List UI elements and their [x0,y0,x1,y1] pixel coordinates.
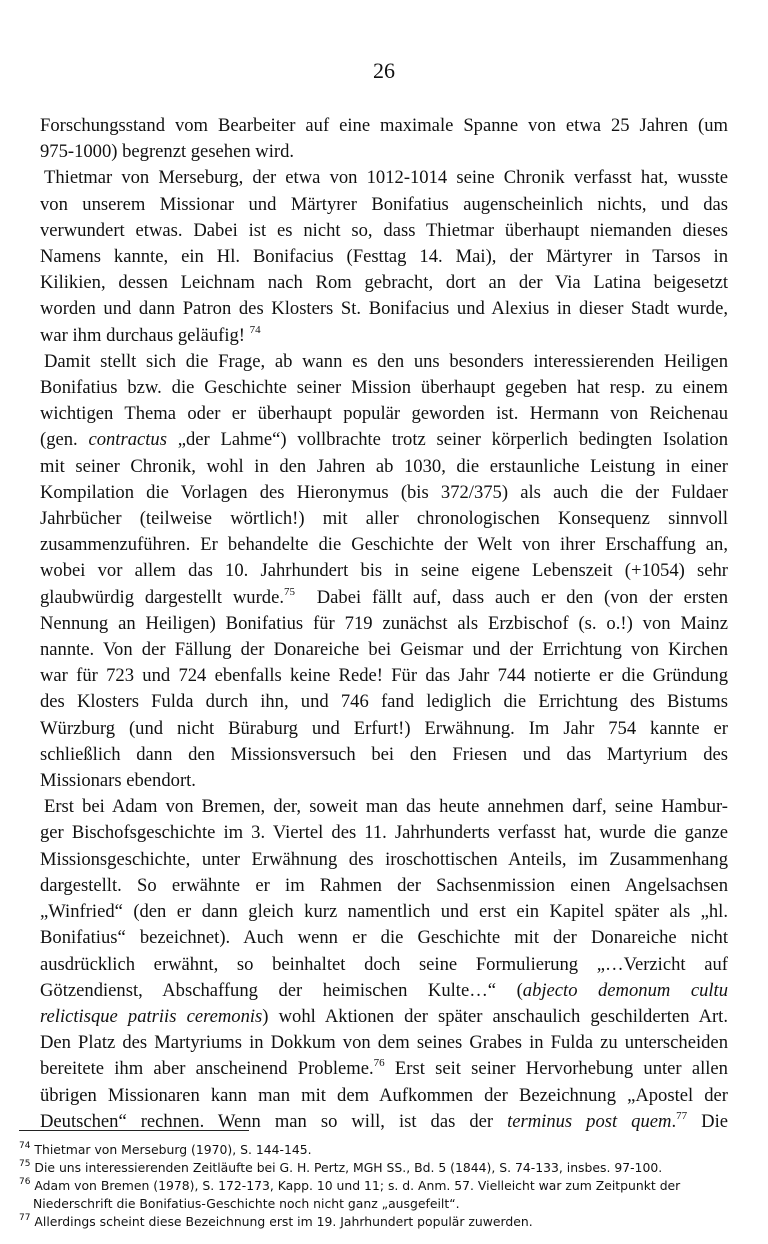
text-line: Damit stellt sich die Frage, ab wann es den uns besonders interessierenden Heiligen [44,350,728,372]
text-line: Namens kannte, ein Hl. Bonifacius (Festtag 14. Mai), der Märtyrer in Tarsos in [40,246,728,268]
text-line: Kilikien, dessen Leichnam nach Rom gebracht, dort an der Via Latina beigesetzt [40,272,728,294]
text-line: zusammenzuführen. Er behandelte die Geschichte der Welt von ihrer Erschaffung an, [40,534,728,556]
footnote-number: 76 [19,1177,31,1187]
text-line: wichtigen Thema oder er überhaupt populär geworden ist. Hermann von Reichenau [40,403,728,425]
text-line: mit seiner Chronik, wohl in den Jahren ab 1030, die erstaunliche Leistung in einer [40,455,728,477]
text-line: dargestellt. So erwähnte er im Rahmen der Sachsenmission einen Angelsachsen [40,874,728,896]
footnote-ref-76[interactable]: 76 [373,1057,385,1070]
footnote-ref-75[interactable]: 75 [283,585,295,598]
text-line: Missionsgeschichte, unter Erwähnung des iroschottischen Anteils, im Zusammenhang [40,848,728,870]
text-line: Missionars ebendort. [40,770,196,792]
text-line: übrigen Missionaren kann man mit dem Aufkommen der Bezeichnung „Apostel der [40,1084,728,1106]
text-line [40,585,728,611]
footnote-text: Thietmar von Merseburg (1970), S. 144-145. [34,1142,312,1157]
text-line: Forschungsstand vom Bearbeiter auf eine maximale Spanne von etwa 25 Jahren (um [40,115,728,136]
text-line: schließlich dann den Missionsversuch bei den Friesen und das Martyrium des [40,743,728,765]
text-line: ger Bischofsgeschichte im 3. Viertel des 11. Jahrhunderts verfasst hat, wurde die ganze [40,822,728,844]
text-line: Kompilation die Vorlagen des Hieronymus (bis 372/375) als auch die der Fuldaer [40,481,728,503]
text-segment: glaubwürdig dargestellt wurde. [40,586,284,608]
body-text [40,113,728,1135]
text-line: nannte. Von der Fällung der Donareiche bei Geismar und der Errichtung von Kirchen [40,639,728,661]
text-line: Den Platz des Martyriums in Dokkum von dem seines Grabes in Fulda zu unterscheiden [40,1032,728,1054]
text-line: worden und dann Patron des Klosters St. Bonifacius und Alexius in dieser Stadt wurde, [40,298,728,320]
footnote-text: Adam von Bremen (1978), S. 172-173, Kapp. 10 und 11; s. d. Anm. 57. Vielleicht war zum Zeitpunkt der [34,1178,681,1193]
text-segment: bereitete ihm aber anscheinend Probleme. [40,1058,374,1080]
footnote-number: 74 [19,1141,31,1151]
footnote-number: 75 [19,1159,31,1169]
latin-quote: abjecto demonum cultu [522,979,728,1001]
footnote-separator [19,1130,249,1131]
text-line: ausdrücklich erwähnt, so beinhaltet doch seine Formulierung „…Verzicht auf [40,953,728,975]
footnotes [19,1141,739,1231]
text-segment: ) wohl Aktionen der später anschaulich geschilderten Art. [262,1005,728,1027]
footnote-76 [19,1177,739,1195]
footnote-74 [19,1141,739,1159]
footnote-76-continuation: Niederschrift die Bonifatius-Geschichte noch nicht ganz „ausgefeilt“. [33,1196,460,1211]
text-line: verwundert etwas. Dabei ist es nicht so, dass Thietmar überhaupt niemanden dieses [40,219,728,241]
footnote-number: 77 [19,1213,31,1223]
text-line: Erst bei Adam von Bremen, der, soweit man das heute annehmen darf, seine Hambur- [44,796,728,818]
text-line: von unserem Missionar und Märtyrer Bonifatius augenscheinlich nichts, und das [40,193,728,215]
text-segment: war ihm durchaus geläufig! [40,324,245,346]
text-segment: Erst seit seiner Hervorhebung unter allen [394,1058,728,1080]
text-segment: Deutschen“ rechnen. Wenn man so will, ist das der [40,1110,494,1132]
footnote-text: Allerdings scheint diese Bezeichnung erst im 19. Jahrhundert populär zuwerden. [34,1214,533,1229]
footnote-77 [19,1213,739,1231]
text-line: war für 723 und 724 ebenfalls keine Rede! Für das Jahr 744 notierte er die Gründung [40,665,728,687]
text-line: des Klosters Fulda durch ihn, und 746 fand lediglich die Errichtung des Bistums [40,691,728,713]
text-line: „Winfried“ (den er dann gleich kurz namentlich und erst ein Kapitel später als „hl. [40,901,728,923]
text-line: Nennung an Heiligen) Bonifatius für 719 zunächst als Erzbischof (s. o.!) von Mainz [40,612,728,634]
italic-term: terminus post quem [507,1110,672,1132]
italic-term: contractus [88,429,167,451]
text-line: 975-1000) begrenzt gesehen wird. [40,141,295,163]
text-line: Thietmar von Merseburg, der etwa von 1012-1014 seine Chronik verfasst hat, wusste [44,167,728,189]
text-line: Bonifatius bzw. die Geschichte seiner Mission überhaupt gegeben hat resp. zu einem [40,377,728,399]
text-segment: „der Lahme“) vollbrachte trotz seiner körperlich bedingten Isolation [177,429,728,451]
text-line: Jahrbücher (teilweise wörtlich!) mit aller chronologischen Konsequenz sinnvoll [40,508,728,530]
text-line: Bonifatius“ bezeichnet). Auch wenn er die Geschichte mit der Donareiche nicht [40,927,728,949]
footnote-text: Die uns interessierenden Zeitläufte bei G. H. Pertz, MGH SS., Bd. 5 (1844), S. 74-133, insbes. 97-100. [34,1160,663,1175]
text-line: Würzburg (und nicht Büraburg und Erfurt!) Erwähnung. Im Jahr 754 kannte er [40,717,728,739]
text-line [40,427,728,453]
footnote-ref-74[interactable]: 74 [249,323,261,336]
text-line [40,323,728,349]
text-line: wobei vor allem das 10. Jahrhundert bis in seine eigene Lebenszeit (+1054) sehr [40,560,728,582]
text-line [40,978,728,1004]
text-segment: Die [701,1110,728,1132]
text-segment: . [671,1110,677,1132]
text-segment: Dabei fällt auf, dass auch er den (von der ersten [316,586,728,608]
text-line [40,1056,728,1082]
page-number: 26 [373,58,395,83]
text-segment: (gen. [40,429,78,451]
footnote-ref-77[interactable]: 77 [676,1109,688,1122]
text-segment: Götzendienst, Abschaffung der heimischen Kulte…“ ( [40,979,523,1001]
text-line [40,1004,728,1030]
footnote-75 [19,1159,739,1177]
latin-quote: relictisque patriis ceremonis [40,1005,263,1027]
